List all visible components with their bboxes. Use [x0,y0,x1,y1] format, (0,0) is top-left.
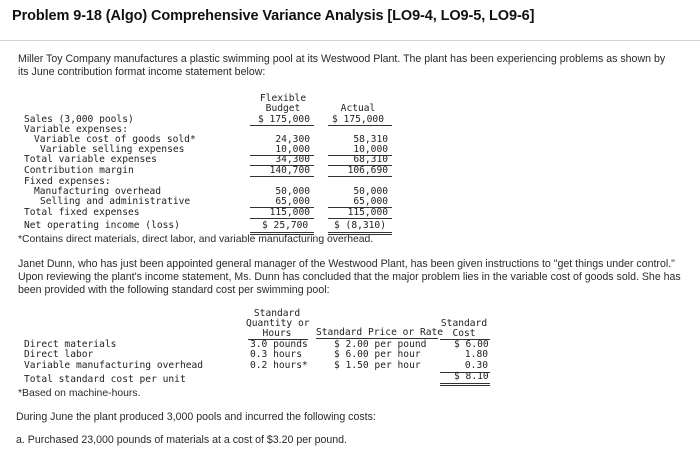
header-quantity-3: Hours [262,328,292,339]
row-vmo-quantity: 0.2 hours* [250,360,308,371]
row-variable-expenses-label: Variable expenses: [24,124,128,135]
intro-paragraph: Miller Toy Company manufactures a plastic swimming pool at its Westwood Plant. The plant has been experiencing problems as shown by its June contribution format income statement below: [18,53,666,78]
row-total-variable-flexible: 34,300 [275,154,310,165]
row-direct-materials-price: $ 2.00 per pound [334,339,427,350]
income-statement-footnote: *Contains direct materials, direct labor, and variable manufacturing overhead. [18,234,374,245]
header-quantity-1: Standard [253,308,301,319]
double-underline-noi-actual-1 [328,232,392,233]
row-net-operating-income-flexible: $ 25,700 [262,220,309,231]
row-vmo-price: $ 1.50 per hour [334,360,421,371]
row-direct-labor-label: Direct labor [24,349,94,360]
col-header-flexible-1: Flexible [259,93,307,104]
col-header-actual: Actual [340,103,376,114]
row-mfg-overhead-actual: 50,000 [353,186,388,197]
row-vcogs-label: Variable cost of goods sold* [34,134,196,145]
row-total-variable-label: Total variable expenses [24,154,157,165]
row-sales-actual: $ 175,000 [332,114,384,125]
row-mfg-overhead-label: Manufacturing overhead [34,186,162,197]
header-cost-2: Cost [452,328,476,339]
row-mfg-overhead-flexible: 50,000 [275,186,310,197]
double-underline-total-2 [440,385,490,386]
row-sales-label: Sales (3,000 pools) [24,114,134,125]
row-total-standard-cost: $ 8.10 [454,371,489,382]
row-contribution-margin-actual: 106,690 [347,165,388,176]
header-cost-1: Standard [440,318,488,329]
row-net-operating-income-label: Net operating income (loss) [24,220,180,231]
row-direct-materials-quantity: 3.0 pounds [250,339,308,350]
row-total-fixed-actual: 115,000 [347,207,388,218]
row-vselling-label: Variable selling expenses [40,144,185,155]
header-price: Standard Price or Rate [316,327,444,338]
row-vselling-flexible: 10,000 [275,144,310,155]
row-fixed-expenses-label: Fixed expenses: [24,176,111,187]
underline-cm-actual [328,176,392,177]
row-vcogs-flexible: 24,300 [275,134,310,145]
row-vmo-cost: 0.30 [464,360,488,371]
row-direct-labor-price: $ 6.00 per hour [334,349,421,360]
row-vcogs-actual: 58,310 [353,134,388,145]
row-vmo-label: Variable manufacturing overhead [24,360,204,371]
row-contribution-margin-label: Contribution margin [24,165,134,176]
closing-item-a: a. Purchased 23,000 pounds of materials at a cost of $3.20 per pound. [16,434,347,446]
underline-total-fixed-actual [328,218,392,219]
double-underline-total-1 [440,383,490,384]
closing-line: During June the plant produced 3,000 pools and incurred the following costs: [16,411,376,423]
row-sales-flexible: $ 175,000 [258,114,310,125]
double-underline-noi-flexible-1 [250,232,314,233]
row-direct-labor-quantity: 0.3 hours [250,349,302,360]
row-total-variable-actual: 68,310 [353,154,388,165]
row-selling-admin-actual: 65,000 [353,196,388,207]
row-total-fixed-label: Total fixed expenses [24,207,140,218]
underline-total-fixed-flexible [250,218,314,219]
col-header-flexible-2: Budget [265,103,301,114]
row-direct-materials-label: Direct materials [24,339,117,350]
standard-cost-footnote: *Based on machine-hours. [18,388,141,399]
row-total-standard-label: Total standard cost per unit [24,374,186,385]
row-contribution-margin-flexible: 140,700 [269,165,310,176]
row-vselling-actual: 10,000 [353,144,388,155]
divider [0,40,700,41]
row-direct-materials-cost: $ 6.00 [454,339,489,350]
middle-paragraph: Janet Dunn, who has just been appointed general manager of the Westwood Plant, has been given instructions to "get things under control." Upon reviewing the plant's income statement, Ms. Dunn has concluded that the major problem lies in the variable cost of goods sold. She has been provided with the following standard cost per swimming pool: [18,258,681,296]
underline-cm-flexible [250,176,314,177]
row-direct-labor-cost: 1.80 [464,349,488,360]
row-total-fixed-flexible: 115,000 [269,207,310,218]
row-selling-admin-flexible: 65,000 [275,196,310,207]
header-quantity-2: Quantity or [246,318,310,329]
row-net-operating-income-actual: $ (8,310) [334,220,386,231]
problem-title: Problem 9-18 (Algo) Comprehensive Variance Analysis [LO9-4, LO9-5, LO9-6] [12,8,535,24]
row-selling-admin-label: Selling and administrative [40,196,191,207]
